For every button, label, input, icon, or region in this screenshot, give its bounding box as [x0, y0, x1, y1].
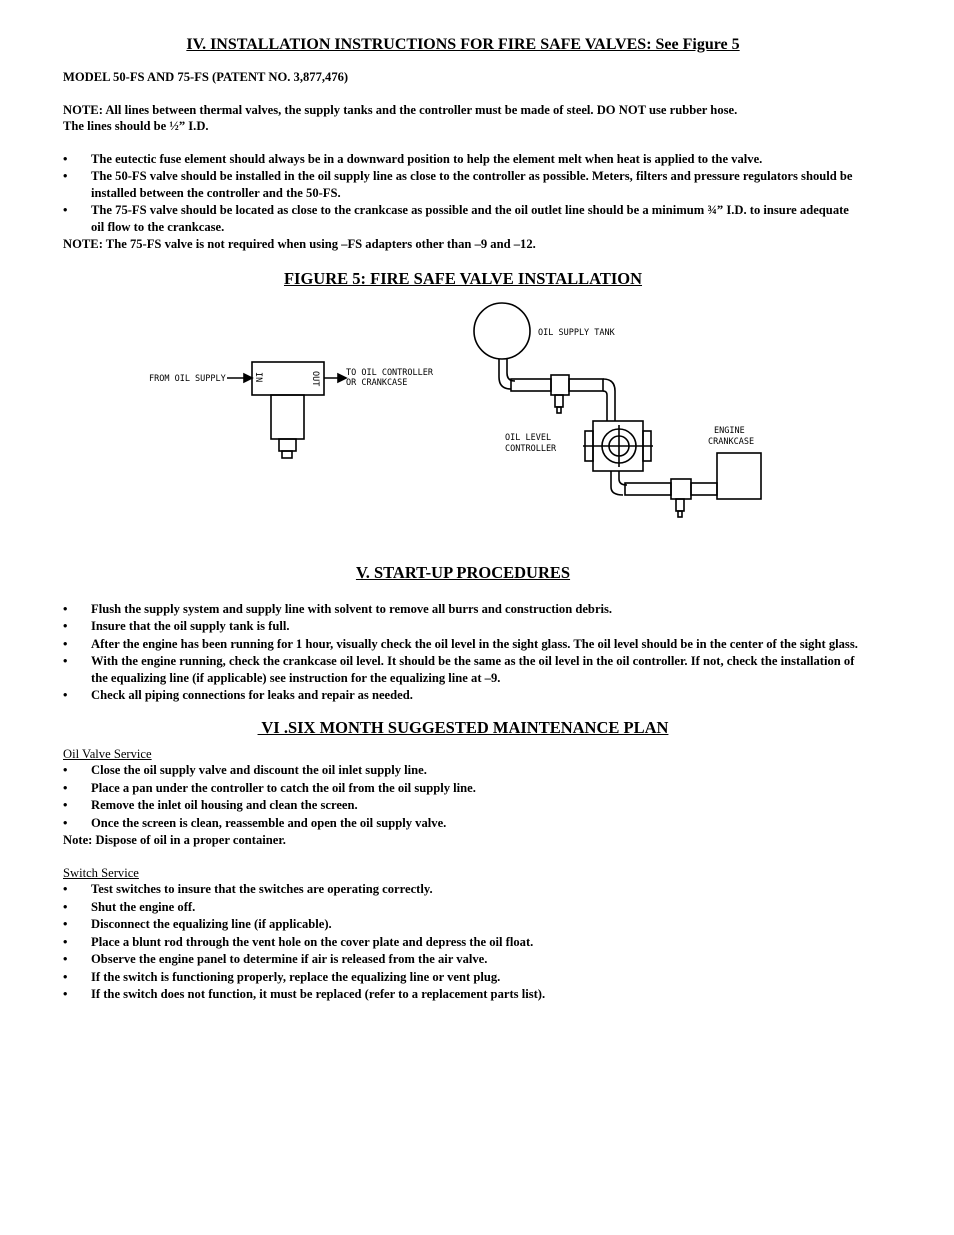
note-steel-lines-2: The lines should be ½” I.D. — [63, 119, 209, 133]
section-v-title: V. START-UP PROCEDURES — [355, 562, 571, 582]
label-controller: CONTROLLER — [505, 443, 557, 454]
list-item: • Test switches to insure that the switches are operating correctly. — [63, 881, 863, 898]
list-item: • With the engine running, check the crankcase oil level. It should be the same as the oil level in the oil controller. If not, check the installation of the equalizing line (if applicable) see instruction for the equalizing line at –9. — [63, 653, 863, 686]
label-oil-supply-tank: OIL SUPPLY TANK — [538, 327, 615, 338]
engine-crankcase — [717, 453, 761, 499]
pipe-elbow — [603, 391, 607, 395]
list-item: • Disconnect the equalizing line (if applicable). — [63, 916, 863, 933]
label-crankcase: CRANKCASE — [708, 436, 755, 447]
oil-valve-service-bullets — [63, 762, 863, 831]
valve-fuse — [555, 395, 563, 407]
supply-system-drawing — [474, 303, 761, 517]
outlet-arrow-icon — [338, 374, 346, 382]
section-iv-bullets — [63, 151, 863, 236]
label-engine: ENGINE — [714, 425, 745, 436]
fire-safe-valve-tee — [551, 375, 569, 395]
list-item: • After the engine has been running for 1 hour, visually check the oil level in the sight glass. The oil level should be in the center of the sight glass. — [63, 636, 863, 653]
pipe-segment — [511, 379, 551, 391]
switch-service-bullets — [63, 881, 863, 1003]
valve-fuse — [676, 499, 684, 511]
pipe-segment — [625, 483, 671, 495]
list-item: • The 50-FS valve should be installed in the oil supply line as close to the controller as possible. Meters, filters and pressure regulators should be installed between the controller and the 50-FS. — [63, 168, 863, 201]
section-vi-title: VI .SIX MONTH SUGGESTED MAINTENANCE PLAN — [257, 717, 669, 737]
valve-fuse-tip — [678, 511, 682, 517]
list-item: • Close the oil supply valve and discount the oil inlet supply line. — [63, 762, 863, 779]
list-item: • Insure that the oil supply tank is full. — [63, 618, 863, 635]
oil-valve-service-heading: Oil Valve Service — [63, 746, 152, 761]
fuse-housing — [271, 395, 304, 439]
pipe-segment — [569, 379, 603, 391]
oil-disposal-note: Note: Dispose of oil in a proper container. — [63, 833, 286, 847]
pipe-segment — [691, 483, 717, 495]
valve-installation-drawing — [63, 297, 863, 559]
note-steel-lines — [63, 102, 863, 135]
list-item: • Place a blunt rod through the vent hole on the cover plate and depress the oil float. — [63, 934, 863, 951]
oil-supply-tank — [474, 303, 530, 359]
note-75fs: NOTE: The 75-FS valve is not required when using –FS adapters other than –9 and –12. — [63, 237, 536, 251]
fuse-element — [279, 439, 296, 451]
label-in: IN — [253, 371, 263, 382]
valve-fuse-tip — [557, 407, 561, 413]
label-out: OUT — [310, 370, 320, 386]
label-to-oil-controller: TO OIL CONTROLLER — [346, 367, 433, 378]
pipe-elbow — [611, 487, 623, 495]
fuse-tip — [282, 451, 292, 458]
list-item: • Check all piping connections for leaks and repair as needed. — [63, 687, 863, 704]
list-item: • Remove the inlet oil housing and clean the screen. — [63, 797, 863, 814]
list-item: • Observe the engine panel to determine if air is released from the air valve. — [63, 951, 863, 968]
section-iv-title: IV. INSTALLATION INSTRUCTIONS FOR FIRE SAFE VALVES: See Figure 5 — [186, 36, 740, 53]
note-steel-lines-1: NOTE: All lines between thermal valves, the supply tanks and the controller must be made of steel. DO NOT use rubber hose. — [63, 102, 738, 117]
pipe-elbow — [603, 379, 615, 391]
model-line: MODEL 50-FS AND 75-FS (PATENT NO. 3,877,476) — [63, 70, 349, 84]
label-oil-level: OIL LEVEL — [505, 432, 552, 443]
list-item: • Shut the engine off. — [63, 899, 863, 916]
fire-safe-valve-tee — [671, 479, 691, 499]
list-item: • Place a pan under the controller to catch the oil from the oil supply line. — [63, 780, 863, 797]
label-or-crankcase: OR CRANKCASE — [346, 377, 408, 388]
document-page — [63, 35, 863, 1004]
list-item: • If the switch is functioning properly, replace the equalizing line or vent plug. — [63, 969, 863, 986]
section-v-bullets — [63, 601, 863, 704]
figure-5-title: FIGURE 5: FIRE SAFE VALVE INSTALLATION — [283, 268, 643, 288]
inlet-arrow-icon — [244, 374, 252, 382]
list-item: • The eutectic fuse element should always be in a downward position to help the element melt when heat is applied to the valve. — [63, 151, 863, 168]
fire-safe-valve-drawing — [227, 362, 346, 458]
switch-service-heading: Switch Service — [63, 865, 139, 880]
figure-5-diagram — [63, 297, 863, 559]
list-item: • If the switch does not function, it must be replaced (refer to a replacement parts list). — [63, 986, 863, 1003]
list-item: • Once the screen is clean, reassemble and open the oil supply valve. — [63, 815, 863, 832]
label-from-oil-supply: FROM OIL SUPPLY — [149, 373, 226, 384]
list-item: • The 75-FS valve should be located as close to the crankcase as possible and the oil outlet line should be a minimum ¾” I.D. to insure adequate oil flow to the crankcase. — [63, 202, 863, 235]
list-item: • Flush the supply system and supply line with solvent to remove all burrs and construction debris. — [63, 601, 863, 618]
